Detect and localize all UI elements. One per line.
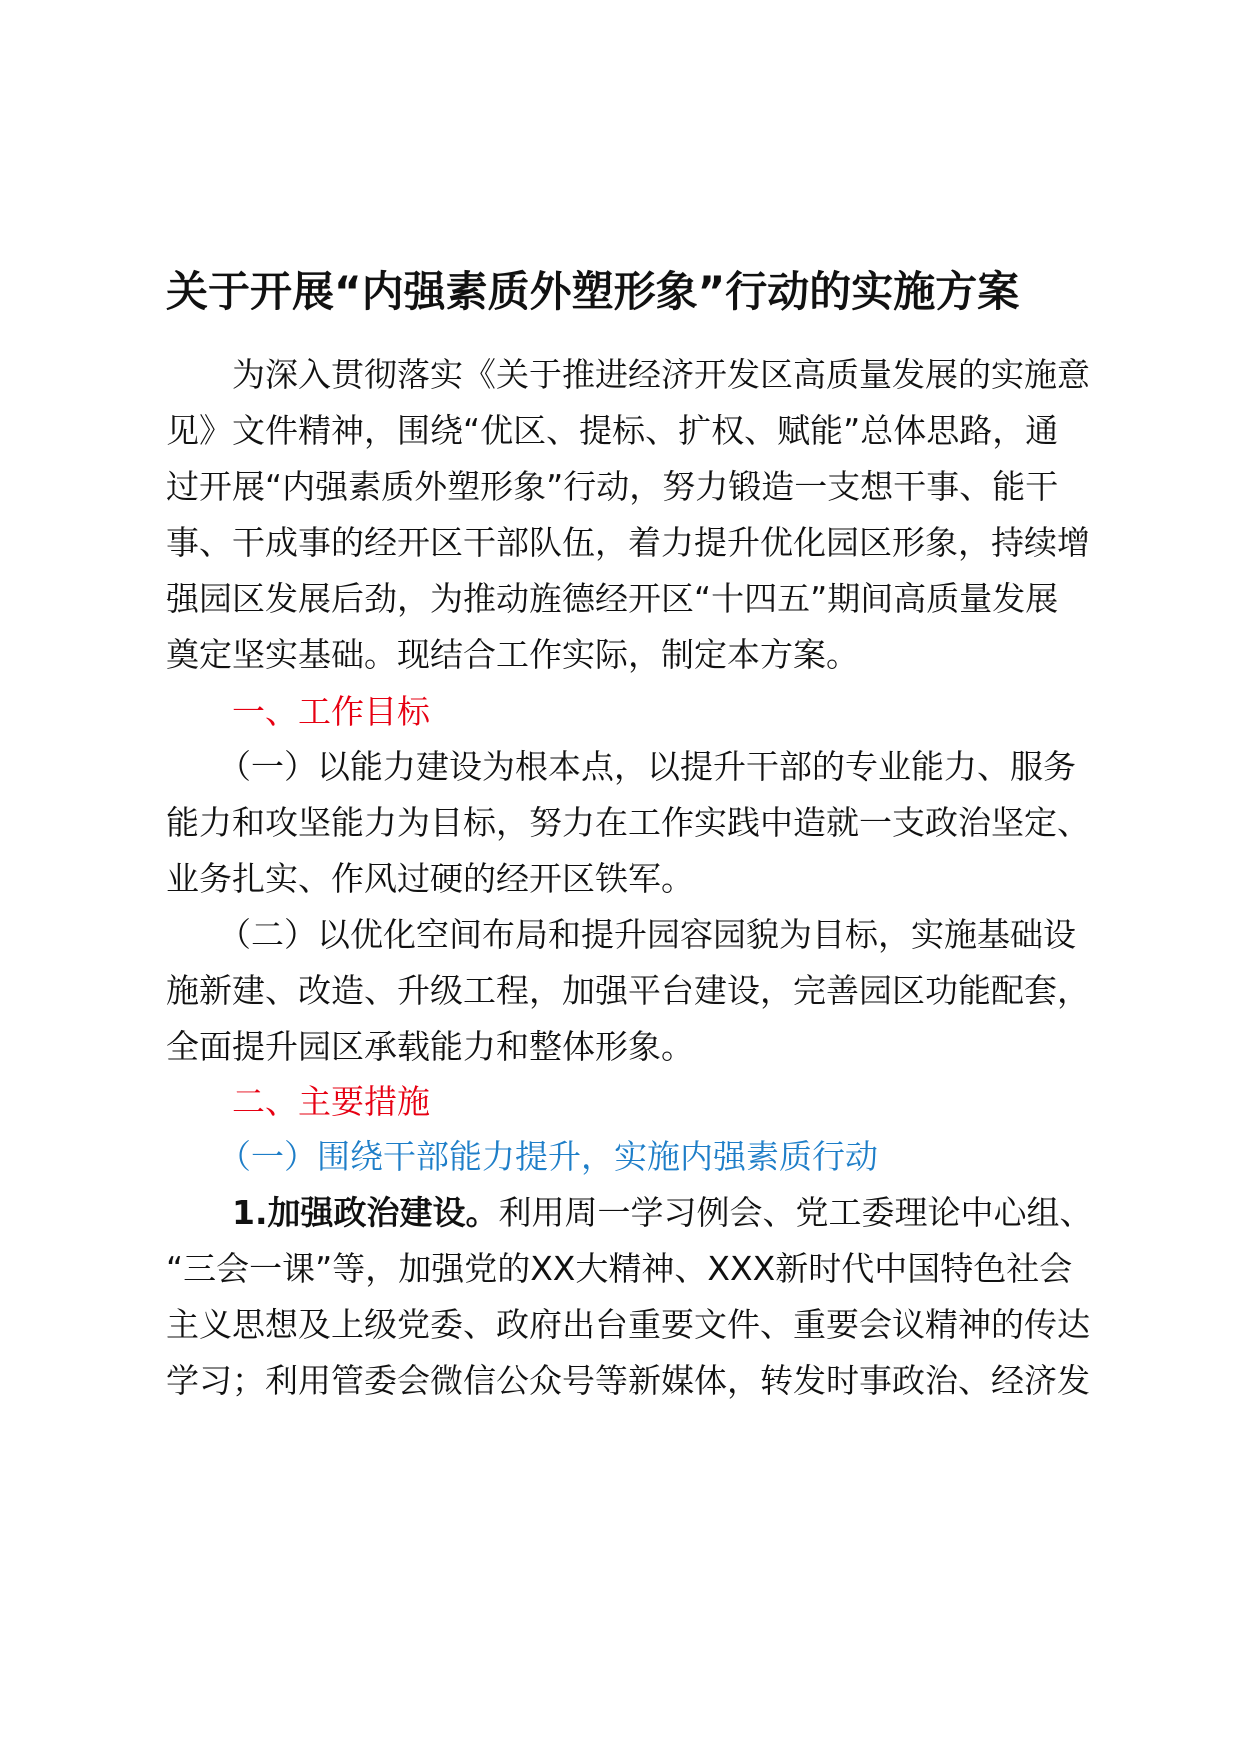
intro-line: 奠定坚实基础。现结合工作实际，制定本方案。 (166, 635, 859, 674)
intro-line: 为深入贯彻落实《关于推进经济开发区高质量发展的实施意 (232, 355, 1090, 394)
document-title: 关于开展“内强素质外塑形象”行动的实施方案 (166, 267, 1020, 316)
goal1-line: 业务扎实、作风过硬的经开区铁军。 (166, 859, 694, 898)
measure1-line: “三会一课”等，加强党的XX大精神、XXX新时代中国特色社会 (166, 1249, 1073, 1288)
measure1-first-line (232, 1182, 1093, 1244)
intro-line: 事、干成事的经开区干部队伍，着力提升优化园区形象，持续增 (166, 523, 1090, 562)
measure1-line: 学习；利用管委会微信公众号等新媒体，转发时事政治、经济发 (166, 1361, 1090, 1400)
section-heading-goals: 一、工作目标 (232, 692, 430, 731)
intro-line: 过开展“内强素质外塑形象”行动，努力锻造一支想干事、能干 (166, 467, 1059, 506)
section-heading-measures: 二、主要措施 (232, 1082, 430, 1121)
goal1-line: 能力和攻坚能力为目标，努力在工作实践中造就一支政治坚定、 (166, 803, 1090, 842)
measure1-bold-label: 1.加强政治建设。 (232, 1193, 499, 1232)
goal2-line: （二）以优化空间布局和提升园容园貌为目标，实施基础设 (218, 915, 1076, 954)
subsection-heading: （一）围绕干部能力提升，实施内强素质行动 (218, 1137, 878, 1176)
measure1-line: 主义思想及上级党委、政府出台重要文件、重要会议精神的传达 (166, 1305, 1090, 1344)
goal1-line: （一）以能力建设为根本点，以提升干部的专业能力、服务 (218, 747, 1076, 786)
measure1-text: 利用周一学习例会、党工委理论中心组、 (498, 1193, 1093, 1232)
intro-line: 强园区发展后劲，为推动旌德经开区“十四五”期间高质量发展 (166, 579, 1059, 618)
goal2-line: 施新建、改造、升级工程，加强平台建设，完善园区功能配套， (166, 971, 1090, 1010)
intro-line: 见》文件精神，围绕“优区、提标、扩权、赋能”总体思路，通 (166, 411, 1059, 450)
goal2-line: 全面提升园区承载能力和整体形象。 (166, 1027, 694, 1066)
